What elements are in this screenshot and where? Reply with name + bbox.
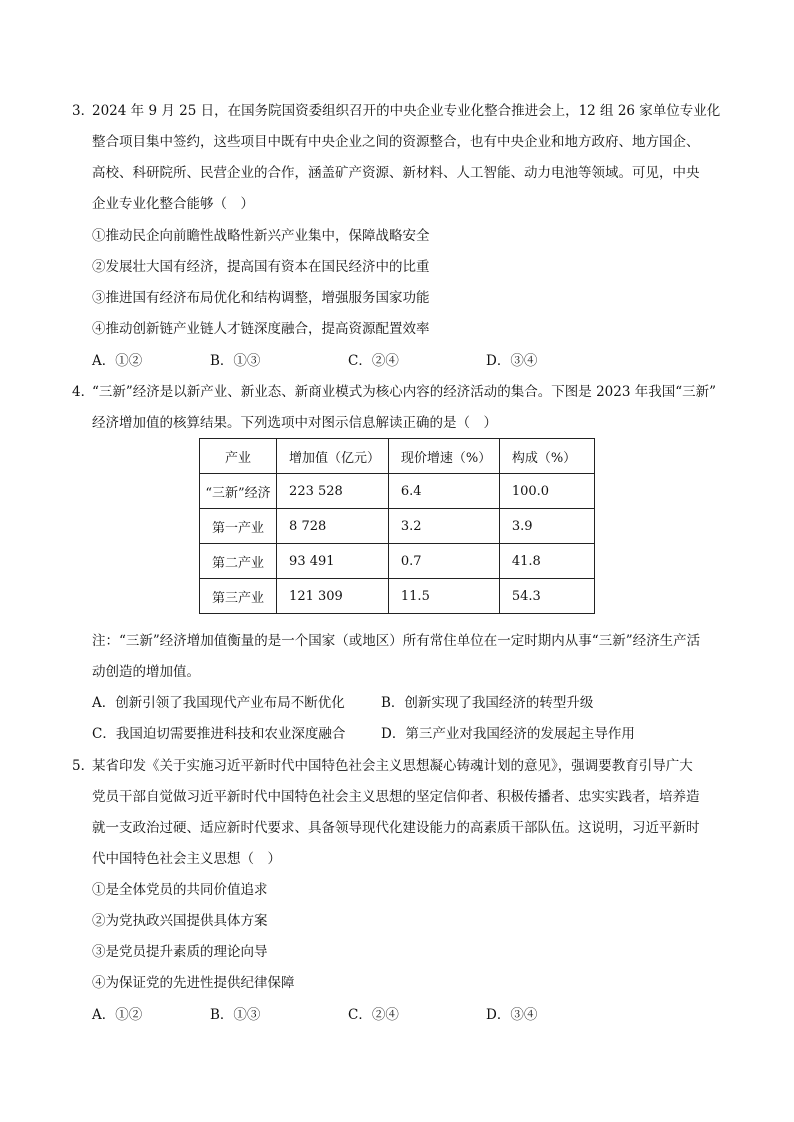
choice-a[interactable]: A．①②: [92, 1007, 143, 1023]
data-table: [199, 438, 595, 614]
table-cell: 第三产业: [200, 579, 277, 614]
table-cell: “三新”经济: [200, 474, 277, 509]
question-text-line: 高校、科研院所、民营企业的合作，涵盖矿产资源、新材料、人工智能、动力电池等领域。可见，中央: [92, 165, 700, 181]
table-cell: 121 309: [277, 579, 389, 614]
question-number: 5．: [72, 758, 95, 774]
table-row: [200, 509, 595, 544]
table-cell: 223 528: [277, 474, 389, 509]
table-cell: 8 728: [277, 509, 389, 544]
question-text-line: 经济增加值的核算结果。下列选项中对图示信息解读正确的是（ ）: [92, 415, 497, 431]
choice-d[interactable]: D．③④: [486, 353, 538, 369]
question-text-line: “三新”经济是以新产业、新业态、新商业模式为核心内容的经济活动的集合。下图是 2023 年我国“三新”: [92, 384, 717, 400]
option-statement: ④为保证党的先进性提供纪律保障: [92, 975, 295, 991]
table-cell: 11.5: [388, 579, 499, 614]
table-cell: 0.7: [388, 544, 499, 579]
table-header-cell: 现价增速（%）: [388, 439, 499, 474]
choice-c[interactable]: C．②④: [348, 1007, 399, 1023]
table-header-cell: 增加值（亿元）: [277, 439, 389, 474]
table-header-row: [200, 439, 595, 474]
option-statement: ②为党执政兴国提供具体方案: [92, 913, 268, 929]
option-statement: ③是党员提升素质的理论向导: [92, 944, 268, 960]
option-statement: ①推动民企向前瞻性战略性新兴产业集中，保障战略安全: [92, 228, 430, 244]
table-note-line: 动创造的增加值。: [92, 664, 200, 680]
choice-b[interactable]: B．①③: [210, 353, 261, 369]
choice-c[interactable]: C．②④: [348, 353, 399, 369]
choice-d[interactable]: D．③④: [486, 1007, 538, 1023]
question-text-line: 企业专业化整合能够（ ）: [92, 196, 254, 212]
table-row: [200, 544, 595, 579]
table-row: [200, 579, 595, 614]
table-cell: 100.0: [499, 474, 594, 509]
choice-a[interactable]: A．创新引领了我国现代产业布局不断优化: [92, 695, 345, 711]
choice-b[interactable]: B．①③: [210, 1007, 261, 1023]
option-statement: ③推进国有经济布局优化和结构调整，增强服务国家功能: [92, 290, 430, 306]
question-text-line: 整合项目集中签约，这些项目中既有中央企业之间的资源整合，也有中央企业和地方政府、地方国企、: [92, 134, 700, 150]
table-note-line: 注：“三新”经济增加值衡量的是一个国家（或地区）所有常住单位在一定时期内从事“三新”经济生产活: [92, 633, 701, 649]
option-statement: ①是全体党员的共同价值追求: [92, 882, 268, 898]
question-text-line: 2024 年 9 月 25 日，在国务院国资委组织召开的中央企业专业化整合推进会上，12 组 26 家单位专业化: [92, 103, 721, 119]
table-row: [200, 474, 595, 509]
table-cell: 54.3: [499, 579, 594, 614]
choice-a[interactable]: A．①②: [92, 353, 143, 369]
table-cell: 第二产业: [200, 544, 277, 579]
table-header-cell: 产业: [200, 439, 277, 474]
choice-c[interactable]: C．我国迫切需要推进科技和农业深度融合: [92, 726, 346, 742]
table-cell: 3.2: [388, 509, 499, 544]
question-text-line: 代中国特色社会主义思想（ ）: [92, 851, 281, 867]
question-number: 4．: [72, 384, 95, 400]
table-cell: 第一产业: [200, 509, 277, 544]
question-text-line: 就一支政治过硬、适应新时代要求、具备领导现代化建设能力的高素质干部队伍。这说明，习近平新时: [92, 820, 700, 836]
table-header-cell: 构成（%）: [499, 439, 594, 474]
table-cell: 41.8: [499, 544, 594, 579]
table-cell: 6.4: [388, 474, 499, 509]
choice-d[interactable]: D．第三产业对我国经济的发展起主导作用: [381, 726, 635, 742]
option-statement: ②发展壮大国有经济，提高国有资本在国民经济中的比重: [92, 259, 430, 275]
table-cell: 93 491: [277, 544, 389, 579]
question-number: 3．: [72, 103, 95, 119]
table-cell: 3.9: [499, 509, 594, 544]
option-statement: ④推动创新链产业链人才链深度融合，提高资源配置效率: [92, 321, 430, 337]
question-text-line: 某省印发《关于实施习近平新时代中国特色社会主义思想凝心铸魂计划的意见》，强调要教育引导广大: [92, 758, 693, 774]
question-text-line: 党员干部自觉做习近平新时代中国特色社会主义思想的坚定信仰者、积极传播者、忠实实践者，培养造: [92, 789, 700, 805]
choice-b[interactable]: B．创新实现了我国经济的转型升级: [381, 695, 594, 711]
